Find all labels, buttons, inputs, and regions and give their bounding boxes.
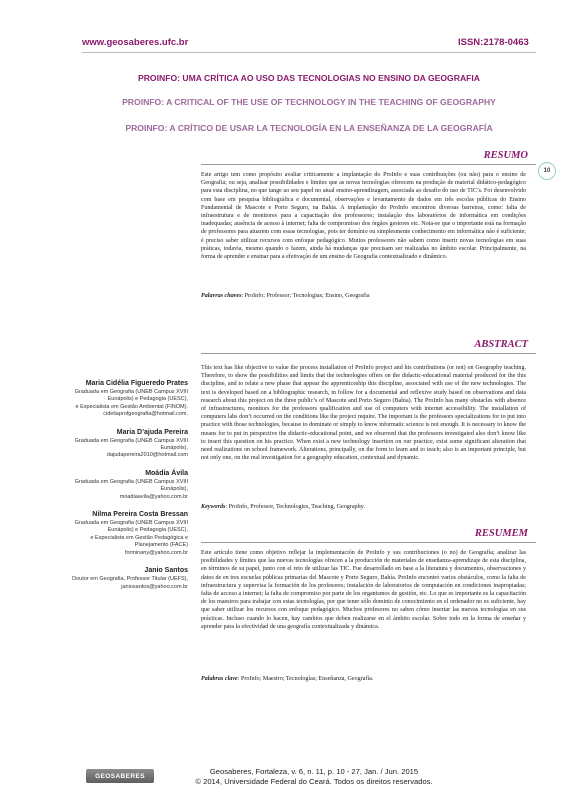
resumo-keywords-label: Palavras chaves bbox=[201, 293, 242, 299]
author-block bbox=[30, 567, 188, 591]
author-affiliation: Eunápolis), bbox=[160, 486, 188, 493]
footer-citation bbox=[164, 767, 464, 787]
resumen-text: Este artículo tiene como objetivo reflejar la implementación de ProInfo y sus contribuciones (o no) de Geografía; analizar las posibilidades y límites que las nuevas tecnologías ofrecen a la producción de materiales de enseñanza-aprendizaje de esta disciplina, en términos de su papel, junto con el reto de utilizar las TIC. Fue desarrollado en base a la literatura y documentos, observaciones y datos de en tres escuelas públicas primarias del Mascote y Porto Seguro, Bahía. ProInfo encontró varios obstáculos, como la falta de infraestructura y supervisa la formación de los profesores; instalación de laboratorios de computación en condiciones inapropiadas; falta de acceso a internet; la falta de compromiso por parte de los organismos de gestión, etc. Lo que es importante es la capacitación de los maestros para trabajar con estas tecnologías, por que tener sólo dominio de conocimiento en el ordenador no es suficiente, hay que saber utilizar los recursos con enfoque pedagógico. Muchos profesores no saben cómo insertar las nuevas tecnologías en sus prácticas. Incluso cuando lo hacen, hay cambios que deben realizarse en el ámbito escolar. Sobre todo en la forma de enseñar y aprender para la efectividad de una geografía contextualizada y dinámica. bbox=[201, 550, 526, 630]
author-block bbox=[30, 511, 188, 557]
title-english: PROINFO: A CRITICAL OF THE USE OF TECHNOLOGY IN THE TEACHING OF GEOGRAPHY bbox=[122, 97, 496, 107]
resumen-keywords-value: : ProInfo; Maestro; Tecnologías; Enseñanza, Geografía. bbox=[237, 676, 374, 682]
abstract-keywords-label: Keywords bbox=[201, 504, 226, 510]
resumo-divider bbox=[201, 164, 536, 165]
geosaberes-logo: GEOSABERES bbox=[86, 769, 154, 783]
author-email[interactable]: forminany@yahoo.com.br bbox=[124, 549, 188, 556]
author-affiliation: Eunápolis) e Pedagogia (UESC), bbox=[107, 396, 188, 403]
journal-url[interactable]: www.geosaberes.ufc.br bbox=[82, 37, 189, 48]
author-block bbox=[30, 429, 188, 460]
author-name: Janio Santos bbox=[144, 567, 188, 575]
page-number-badge: 10 bbox=[538, 162, 556, 180]
title-spanish: PROINFO: A CRÍTICO DE USAR LA TECNOLOGÍA EN LA ENSEÑANZA DE LA GEOGRAFÍA bbox=[125, 123, 493, 133]
abstract-keywords-value: : ProInfo, Professor, Technologies, Teaching, Geography. bbox=[225, 504, 365, 510]
issn: ISSN:2178-0463 bbox=[458, 37, 529, 48]
resumen-keywords-label: Palabras clave bbox=[201, 676, 238, 682]
author-name: Nilma Pereira Costa Bressan bbox=[92, 511, 188, 519]
author-affiliation: Planejamento (FACE) bbox=[134, 542, 188, 549]
author-email[interactable]: janiosantos@yahoo.com.br bbox=[121, 583, 188, 590]
author-affiliation: Graduada em Geografia (UNEB Campus XVIII bbox=[74, 478, 188, 485]
resumen-keywords bbox=[201, 676, 526, 682]
resumen-divider bbox=[201, 542, 536, 543]
author-email[interactable]: cideliaprofgeografia@hotmail.com. bbox=[103, 411, 188, 418]
author-email[interactable]: moadiaavila@yahoo.com.br bbox=[119, 493, 188, 500]
resumen-heading: RESUMEM bbox=[474, 528, 528, 539]
author-affiliation: Graduada em Geografia (UNEB Campus XVIII bbox=[74, 437, 188, 444]
header-divider bbox=[82, 52, 536, 53]
author-name: Maria D’ajuda Pereira bbox=[116, 428, 188, 436]
author-list bbox=[30, 380, 188, 601]
author-affiliation: e Especialista em Gestão Ambiental (FINOM). bbox=[75, 403, 188, 410]
abstract-divider bbox=[201, 353, 536, 354]
author-affiliation: Eunápolis) e Pedagogia (UESC), bbox=[107, 527, 188, 534]
resumo-keywords-value: : ProInfo; Professor; Tecnologias; Ensino, Geografia bbox=[241, 293, 370, 299]
abstract-text: This text has like objective to value the process installation of ProInfo project and his contributions (or not) on Geography teaching. Therefore, to show the possibilities and limits that the technologies offers on the didactic-educational material produced for the this discipline, and to relate a new phase that appear the apprenticeship this discipline, associated with use of the new technologies. The text is developed based on a bibliographic research, in follow for a documental and reflexive study based on observations and data research about this project on the three public’s of Mascote and Porto Seguro (Bahia). The ProInfo has many obstacles with absence of infrastructures, monitors for the professors qualification and use of computers with internet accessibility. The installation of computers labs don’t occurred on the conditions like the project require. The important is the professors specializations for to put into practice with those technologies, because to dominate or simply to know informatic science is not enough. It is necessary to know the means for to put in perspective the didactic-educational point, and we observed that the professors investigated also don’t know like to insert this question on his practice. When exist a new technology insertion on our practice, exist some significant alteration that need realizations on school framework. Alterations, principally, on the form to learn and to teach; also is an important principle, but not only one, on the real investigation for a geography education, contextual and dynamic. bbox=[201, 365, 526, 462]
resumo-text: Este artigo tem como propósito avaliar criticamente a implantação do ProInfo e suas contribuições (ou não) para o ensino de Geografia; ou seja, analisar possibilidades e limites que as novas tecnologias oferecem na produção de material didático-pedagógico para esta disciplina, no que tange ao seu papel no atual ensino-aprendizagem, associada ao desafio do uso de TIC’s. Foi desenvolvido com base em pesquisa bibliográfica e documental, observações e levantamento de dados em três escolas públicas do Ensino Fundamental de Mascote e Porto Seguro, na Bahia. A implantação do ProInfo encontrou diversas barreiras, como: falta de infraestrutura e de monitores para a capacitação dos professores; instalação dos laboratórios de informática em condições inadequadas; ausência de acesso à internet; falta de compromisso dos órgãos gestores etc. Nota-se que o importante está na formação de professores para atuarem com essas tecnologias, pois ter domínio ou simplesmente conhecimento em informática não é suficiente; é preciso saber utilizar recursos com enfoque pedagógico. Muitos professores não sabem como inserir novas tecnologias em suas práticas, todavia, mesmo quando o fazem, ainda há mudanças que precisam ser realizadas no âmbito escolar. Principalmente, na forma de aprender e ensinar para a efetivação de um ensino de Geografia contextualizado e dinâmico. bbox=[201, 172, 526, 261]
author-affiliation: Graduada em Geografia (UNEB Campus XVIII bbox=[74, 389, 188, 395]
footer-citation-line: Geosaberes, Fortaleza, v. 6, n. 11, p. 10 - 27, Jan. / Jun. 2015 bbox=[209, 767, 419, 776]
title-portuguese: PROINFO: UMA CRÍTICA AO USO DAS TECNOLOGIAS NO ENSINO DA GEOGRAFIA bbox=[137, 73, 480, 83]
resumo-keywords bbox=[201, 293, 526, 299]
abstract-keywords bbox=[201, 504, 526, 510]
resumo-heading: RESUMO bbox=[483, 150, 528, 161]
author-block bbox=[30, 380, 188, 419]
author-name: Moádia Ávila bbox=[145, 469, 188, 477]
footer-copyright: © 2014, Universidade Federal do Ceará. Todos os direitos reservados. bbox=[195, 777, 433, 786]
author-email[interactable]: dajudapereira2010@hotmail.com bbox=[106, 452, 188, 459]
author-affiliation: e Especialista em Gestão Pedagógica e bbox=[90, 534, 188, 541]
author-affiliation: Eunápolis), bbox=[160, 445, 188, 452]
author-affiliation: Doutor em Geografia, Professor Titular (UEFS), bbox=[72, 576, 188, 583]
author-name: Maria Cidélia Figueredo Prates bbox=[85, 380, 188, 387]
author-block bbox=[30, 470, 188, 501]
abstract-heading: ABSTRACT bbox=[474, 339, 528, 350]
author-affiliation: Graduada em Geografia (UNEB Campus XVIII bbox=[74, 520, 188, 527]
